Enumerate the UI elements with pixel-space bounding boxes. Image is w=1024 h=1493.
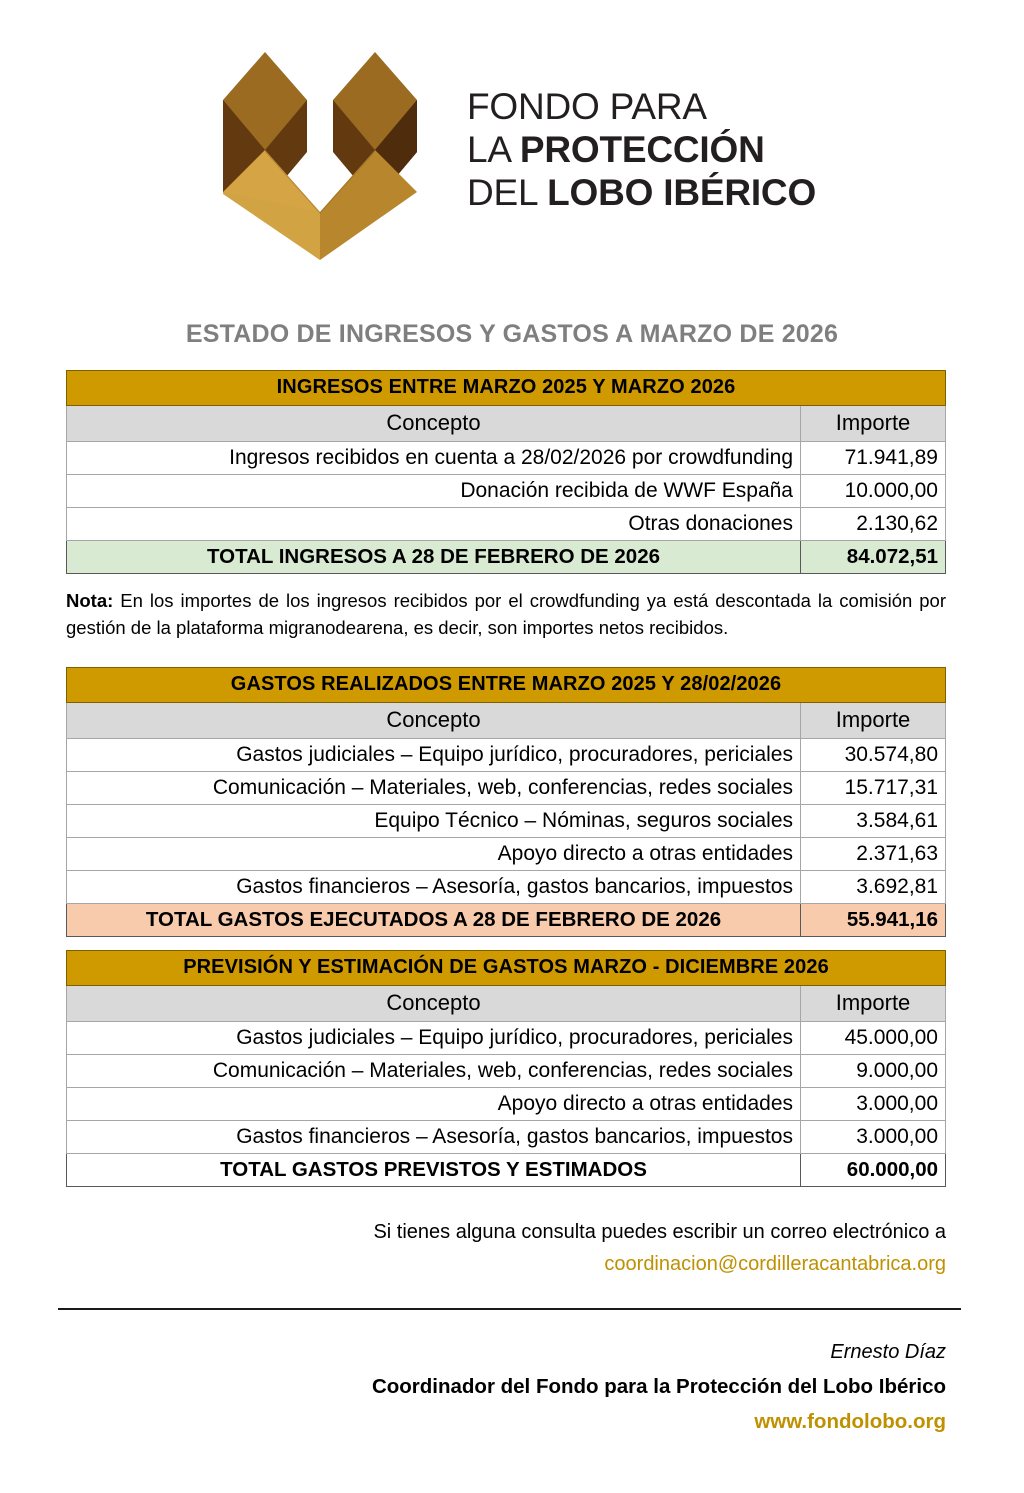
table-row	[67, 772, 946, 805]
contact-line: Si tienes alguna consulta puedes escribir un correo electrónico a	[373, 1221, 946, 1243]
brand-line2-thick: PROTECCIÓN	[519, 129, 765, 170]
row-amount: 3.000,00	[801, 1121, 946, 1154]
table-row	[67, 1121, 946, 1154]
total-amount: 55.941,16	[801, 904, 946, 937]
note-label: Nota:	[66, 590, 114, 611]
table-banner-label: PREVISIÓN Y ESTIMACIÓN DE GASTOS MARZO - DICIEMBRE 2026	[67, 951, 946, 986]
note-paragraph	[66, 588, 946, 642]
row-amount: 45.000,00	[801, 1022, 946, 1055]
row-amount: 2.130,62	[801, 508, 946, 541]
row-amount: 10.000,00	[801, 475, 946, 508]
brand-line3-thin: DEL	[467, 172, 548, 213]
table-banner-row	[67, 951, 946, 986]
total-label: TOTAL GASTOS PREVISTOS Y ESTIMADOS	[67, 1154, 801, 1187]
page-title: ESTADO DE INGRESOS Y GASTOS A MARZO DE 2026	[185, 320, 839, 348]
row-amount: 3.692,81	[801, 871, 946, 904]
column-header-importe: Importe	[801, 406, 946, 442]
table-row	[67, 805, 946, 838]
column-header-concepto: Concepto	[67, 986, 801, 1022]
table-row	[67, 442, 946, 475]
table-row	[67, 838, 946, 871]
row-amount: 30.574,80	[801, 739, 946, 772]
table-column-header-row	[67, 986, 946, 1022]
table-row	[67, 1055, 946, 1088]
table-column-header-row	[67, 406, 946, 442]
row-amount: 2.371,63	[801, 838, 946, 871]
row-concept: Otras donaciones	[67, 508, 801, 541]
row-concept: Comunicación – Materiales, web, conferencias, redes sociales	[67, 772, 801, 805]
column-header-concepto: Concepto	[67, 703, 801, 739]
row-amount: 3.584,61	[801, 805, 946, 838]
table-total-row	[67, 541, 946, 574]
brand-wordmark	[467, 88, 887, 217]
brand-header	[0, 0, 1024, 290]
table-row	[67, 475, 946, 508]
table-banner-row	[67, 371, 946, 406]
total-label: TOTAL INGRESOS A 28 DE FEBRERO DE 2026	[67, 541, 801, 574]
brand-wordmark-line-1	[467, 88, 887, 125]
footer-signer-role: Coordinador del Fondo para la Protección del Lobo Ibérico	[371, 1375, 946, 1398]
row-concept: Gastos financieros – Asesoría, gastos bancarios, impuestos	[67, 1121, 801, 1154]
table-gastos-realizados	[66, 667, 946, 937]
table-banner-row	[67, 668, 946, 703]
row-concept: Donación recibida de WWF España	[67, 475, 801, 508]
row-concept: Comunicación – Materiales, web, conferencias, redes sociales	[67, 1055, 801, 1088]
table-ingresos	[66, 370, 946, 574]
brand-line2-thin: LA	[467, 129, 520, 170]
total-label: TOTAL GASTOS EJECUTADOS A 28 DE FEBRERO DE 2026	[67, 904, 801, 937]
table-row	[67, 508, 946, 541]
row-concept: Ingresos recibidos en cuenta a 28/02/2026 por crowdfunding	[67, 442, 801, 475]
row-amount: 15.717,31	[801, 772, 946, 805]
table-row	[67, 871, 946, 904]
footer-block	[66, 1338, 946, 1436]
table-row	[67, 1088, 946, 1121]
table-total-row	[67, 904, 946, 937]
footer-website-link[interactable]: www.fondolobo.org	[754, 1409, 946, 1433]
table-banner-label: INGRESOS ENTRE MARZO 2025 Y MARZO 2026	[67, 371, 946, 406]
row-concept: Gastos judiciales – Equipo jurídico, procuradores, periciales	[67, 739, 801, 772]
row-concept: Apoyo directo a otras entidades	[67, 838, 801, 871]
total-amount: 60.000,00	[801, 1154, 946, 1187]
table-row	[67, 1022, 946, 1055]
row-amount: 9.000,00	[801, 1055, 946, 1088]
row-concept: Apoyo directo a otras entidades	[67, 1088, 801, 1121]
table-column-header-row	[67, 703, 946, 739]
row-amount: 71.941,89	[801, 442, 946, 475]
footer-signer-name: Ernesto Díaz	[830, 1341, 946, 1363]
footer-divider	[58, 1308, 961, 1310]
contact-block	[66, 1218, 946, 1279]
table-prevision-gastos	[66, 950, 946, 1187]
table-banner-label: GASTOS REALIZADOS ENTRE MARZO 2025 Y 28/02/2026	[67, 668, 946, 703]
note-text: En los importes de los ingresos recibidos por el crowdfunding ya está descontada la comisión por gestión de la plataforma migranodearena, es decir, son importes netos recibidos.	[66, 590, 946, 638]
column-header-concepto: Concepto	[67, 406, 801, 442]
brand-wordmark-line-3	[467, 174, 887, 211]
wolf-origami-logo-icon	[205, 42, 435, 267]
column-header-importe: Importe	[801, 986, 946, 1022]
table-total-row	[67, 1154, 946, 1187]
row-concept: Equipo Técnico – Nóminas, seguros sociales	[67, 805, 801, 838]
brand-line3-thick: LOBO IBÉRICO	[547, 172, 817, 213]
row-concept: Gastos judiciales – Equipo jurídico, procuradores, periciales	[67, 1022, 801, 1055]
column-header-importe: Importe	[801, 703, 946, 739]
brand-line1-thin: FONDO PARA	[467, 86, 707, 127]
row-amount: 3.000,00	[801, 1088, 946, 1121]
table-row	[67, 739, 946, 772]
contact-email-link[interactable]: coordinacion@cordilleracantabrica.org	[604, 1253, 946, 1275]
brand-wordmark-line-2	[467, 131, 887, 168]
total-amount: 84.072,51	[801, 541, 946, 574]
row-concept: Gastos financieros – Asesoría, gastos bancarios, impuestos	[67, 871, 801, 904]
